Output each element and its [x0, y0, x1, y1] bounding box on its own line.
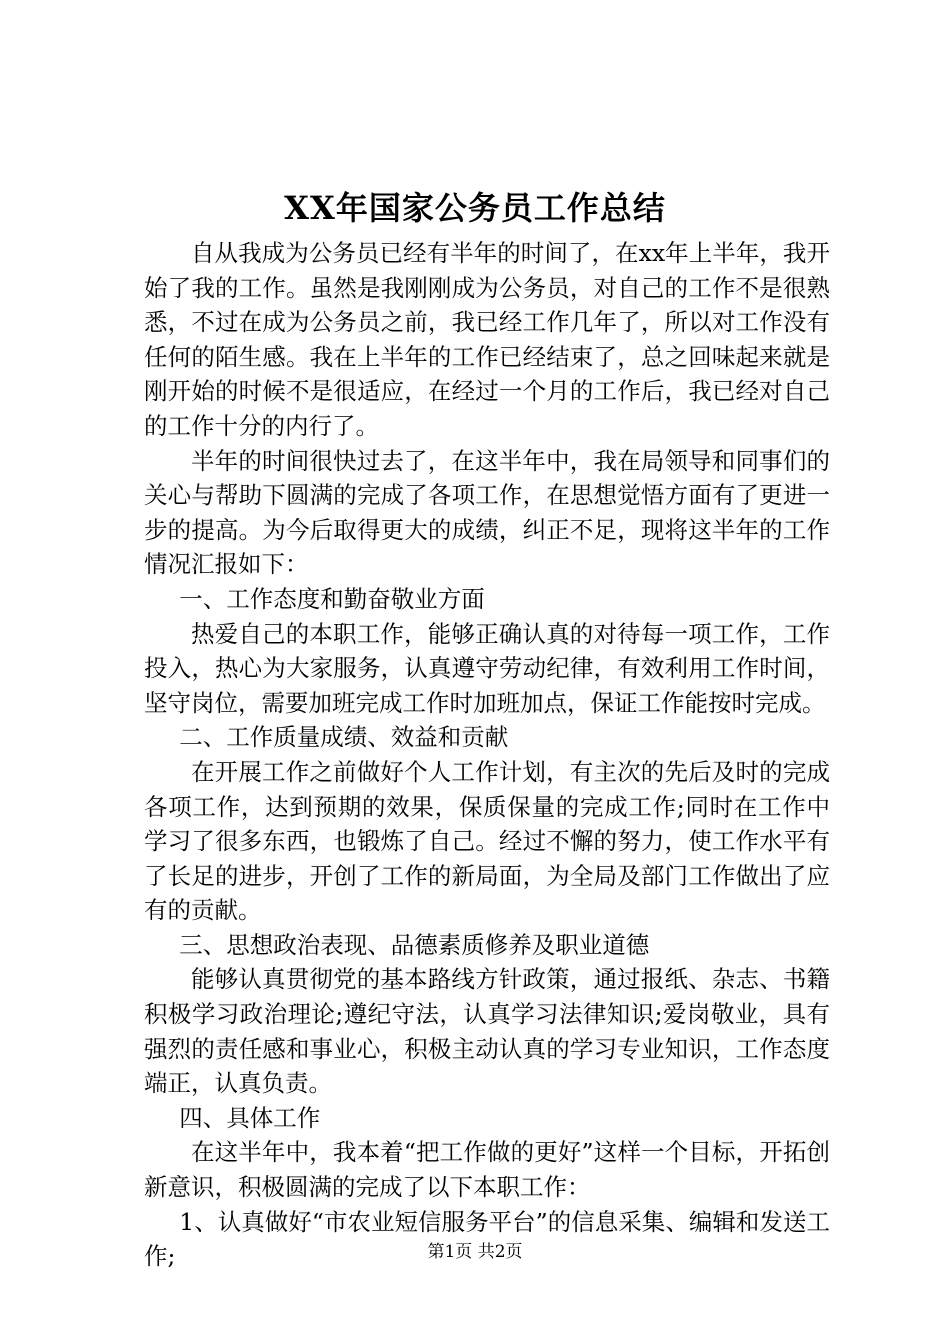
- paragraph-political: 能够认真贯彻党的基本路线方针政策，通过报纸、杂志、书籍积极学习政治理论;遵纪守法，认真学习法律知识;爱岗敬业，具有强烈的责任感和事业心，积极主动认真的学习专业知识，工作态度端正，认真负责。: [144, 965, 830, 1098]
- section-heading-political: 三、思想政治表现、品德素质修养及职业道德: [179, 930, 650, 959]
- section-heading-attitude: 一、工作态度和勤奋敬业方面: [179, 584, 485, 613]
- paragraph-overview: 半年的时间很快过去了，在这半年中，我在局领导和同事们的关心与帮助下圆满的完成了各项工作，在思想觉悟方面有了更进一步的提高。为今后取得更大的成绩，纠正不足，现将这半年的工作情况汇报如下：: [144, 446, 830, 579]
- paragraph-quality: 在开展工作之前做好个人工作计划，有主次的先后及时的完成各项工作，达到预期的效果，保质保量的完成工作;同时在工作中学习了很多东西，也锻炼了自己。经过不懈的努力，使工作水平有了长足的进步，开创了工作的新局面，为全局及部门工作做出了应有的贡献。: [144, 757, 830, 925]
- section-heading-quality: 二、工作质量成绩、效益和贡献: [179, 723, 509, 752]
- document-title: XX年国家公务员工作总结: [284, 189, 666, 227]
- paragraph-attitude: 热爱自己的本职工作，能够正确认真的对待每一项工作，工作投入，热心为大家服务，认真遵守劳动纪律，有效利用工作时间，坚守岗位，需要加班完成工作时加班加点，保证工作能按时完成。: [144, 619, 830, 717]
- list-item: 1、认真做好“市农业短信服务平台”的信息采集、编辑和发送工作;: [144, 1207, 830, 1271]
- paragraph-intro: 自从我成为公务员已经有半年的时间了，在xx年上半年，我开始了我的工作。虽然是我刚刚成为公务员，对自己的工作不是很熟悉，不过在成为公务员之前，我已经工作几年了，所以对工作没有任何的陌生感。我在上半年的工作已经结束了，总之回味起来就是刚开始的时候不是很适应，在经过一个月的工作后，我已经对自己的工作十分的内行了。: [144, 239, 830, 440]
- document-body: [144, 236, 830, 1274]
- page-footer: 第1页 共2页: [427, 1242, 523, 1262]
- section-heading-specific-work: 四、具体工作: [179, 1103, 321, 1132]
- paragraph-specific-work: 在这半年中，我本着“把工作做的更好”这样一个目标，开拓创新意识，积极圆满的完成了以下本职工作：: [144, 1138, 830, 1202]
